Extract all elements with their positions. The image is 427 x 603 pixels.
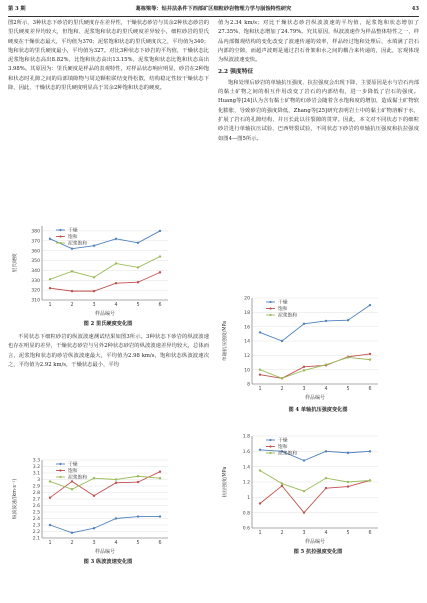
- y-tick-label: 2.4: [32, 517, 40, 523]
- data-point: [347, 452, 349, 454]
- y-tick-label: 3.1: [32, 471, 40, 477]
- series-line: [260, 354, 370, 378]
- x-tick-label: 4: [114, 541, 118, 546]
- y-tick-label: 320: [31, 288, 40, 294]
- y-tick-label: 360: [31, 249, 40, 255]
- y-tick-label: 1.8: [242, 434, 250, 440]
- data-point: [325, 477, 327, 479]
- data-point: [325, 363, 327, 365]
- y-tick-label: 3.3: [32, 458, 40, 464]
- data-point: [259, 469, 261, 471]
- data-point: [71, 488, 73, 490]
- y-tick-label: 2.9: [32, 484, 40, 490]
- issue-number: 第 3 期: [8, 6, 26, 12]
- x-tick-label: 5: [346, 387, 350, 392]
- data-point: [369, 304, 371, 306]
- y-tick-label: 0.8: [242, 511, 250, 517]
- data-point: [159, 477, 161, 479]
- figure-5-chart: [218, 428, 418, 546]
- y-tick-label: 0.6: [242, 526, 250, 532]
- legend-label: 饱和: [68, 235, 78, 241]
- paragraph: 值为2.34 km/s；对比干燥状态砂岩纵波波速的平均值，泥浆饱和状态增加了27.35%，饱和状态增加了24.79%。究其原因，纵波波速作为样品整体特性之一，样品内部微观结构的变化改变了波速传递的效率，样品经过饱和处理后，水填满了岩石内部的空隙，而超声波则是通过岩石骨架和水之间的耦合来传递的，因此，宏观体现为纵波波速变快。: [218, 20, 419, 64]
- data-point: [281, 485, 283, 487]
- data-point: [159, 515, 161, 517]
- legend-marker: [269, 452, 271, 454]
- data-point: [303, 369, 305, 371]
- figure-3-caption: 图 3 纵波波速变化图: [83, 559, 133, 565]
- data-point: [115, 517, 117, 519]
- data-point: [303, 323, 305, 325]
- data-point: [259, 368, 261, 370]
- y-tick-label: 1.2: [242, 480, 250, 486]
- data-point: [71, 532, 73, 534]
- data-point: [93, 495, 95, 497]
- header-rule: [8, 16, 419, 17]
- data-point: [115, 282, 117, 284]
- legend-label: 干燥: [278, 438, 288, 444]
- series-line: [260, 480, 370, 512]
- paragraph: 饱和处理后砂岩的单轴抗压强度、抗拉强度会出现下降，主要原因是水与岩石内部的黏土矿物之间的相互作用改变了岩石的内部结构，进一步降低了岩石的强度。Huang等[24]认为含有黏土矿物的红砂岩会随着含水饱和度的增加，造成黏土矿物软化膨胀，导致砂岩的强度降低，Zhang等[25]研究表明岩土中的黏土矿物溶解于水，扩展了岩石的孔隙结构，并且长此以往裂隙的贯穿。因此，本文对不同状态下的细粒砂岩进行单轴抗压试验、巴西劈裂试验，不同状态下砂岩的单轴抗压强度和抗拉强度如图4—图5所示。: [218, 79, 419, 142]
- data-point: [49, 278, 51, 280]
- data-point: [115, 478, 117, 480]
- y-tick-label: 2.3: [32, 523, 40, 529]
- data-point: [115, 238, 117, 240]
- data-point: [347, 485, 349, 487]
- legend-marker: [269, 445, 271, 447]
- y-tick-label: 10: [244, 368, 250, 374]
- legend-label: 干燥: [68, 462, 78, 468]
- data-point: [159, 255, 161, 257]
- legend-label: 饱和: [278, 307, 288, 313]
- data-point: [259, 502, 261, 504]
- y-tick-label: 1.4: [242, 465, 250, 471]
- legend-marker: [59, 463, 61, 465]
- data-point: [303, 459, 305, 461]
- paragraph: 图2所示，3种状态下砂岩的里氏硬度存在差异性，干燥状态砂岩与其余2种状态砂岩的里氏硬度差异均较大，但饱和、泥浆饱和状态的里氏硬度差异较小，细粒砂岩的里氏硬度在干燥状态最大，平均值为370；泥浆饱和状态的里氏硬度次之，平均值为340；饱和状态的里氏硬度最小，平均值为327。对比3种状态下砂岩的平均值，干燥状态比泥浆饱和状态高出8.82%，比饱和状态高出13.15%，泥浆饱和状态比饱和状态高出3.98%。其原因为：里氏硬度是样品的表观特性，对样品状态响应明显，砂岩在2种饱和状态时孔隙之间的局部填隙物与周边颗粒联结变得松散，结构稳定性较干燥状态下降，因此，干燥状态的里氏硬度明显高于其余2种饱和状态的硬度。: [8, 20, 209, 92]
- y-tick-label: 1.6: [242, 449, 250, 455]
- data-point: [281, 377, 283, 379]
- figure-5-caption: 图 5 抗拉强度变化图: [293, 549, 343, 555]
- data-point: [93, 527, 95, 529]
- y-tick-label: 380: [31, 229, 40, 235]
- data-point: [93, 290, 95, 292]
- legend-label: 干燥: [278, 300, 288, 306]
- data-point: [49, 287, 51, 289]
- data-point: [71, 270, 73, 272]
- data-point: [93, 276, 95, 278]
- y-axis-label: 单轴抗压强度/MPa: [223, 320, 228, 362]
- legend-marker: [59, 229, 61, 231]
- legend-marker: [59, 242, 61, 244]
- series-line: [50, 257, 160, 280]
- y-tick-label: 2.1: [32, 536, 40, 542]
- data-point: [71, 247, 73, 249]
- x-tick-label: 3: [302, 531, 306, 536]
- legend-label: 泥浆饱和: [278, 451, 298, 457]
- y-tick-label: 2.7: [32, 497, 40, 503]
- x-tick-label: 6: [368, 387, 372, 392]
- y-tick-label: 18: [244, 310, 250, 316]
- legend-marker: [269, 439, 271, 441]
- y-tick-label: 2.6: [32, 504, 40, 510]
- data-point: [369, 358, 371, 360]
- legend-marker: [59, 469, 61, 471]
- x-tick-label: 5: [346, 531, 350, 536]
- x-tick-label: 4: [324, 387, 328, 392]
- data-point: [369, 479, 371, 481]
- series-line: [50, 231, 160, 249]
- legend-marker: [269, 301, 271, 303]
- section-heading: 2.2 强度特征: [218, 69, 254, 76]
- data-point: [303, 511, 305, 513]
- x-tick-label: 1: [258, 531, 262, 536]
- y-tick-label: 20: [244, 296, 250, 302]
- x-tick-label: 1: [48, 303, 52, 308]
- legend-label: 泥浆饱和: [278, 313, 298, 319]
- y-tick-label: 3: [37, 478, 40, 484]
- data-point: [281, 482, 283, 484]
- data-point: [115, 482, 117, 484]
- x-tick-label: 4: [114, 303, 118, 308]
- x-tick-label: 4: [324, 531, 328, 536]
- x-axis-label: 样品编号: [94, 311, 116, 317]
- data-point: [137, 242, 139, 244]
- x-tick-label: 5: [136, 303, 140, 308]
- x-tick-label: 1: [48, 541, 52, 546]
- data-point: [303, 366, 305, 368]
- legend-label: 干燥: [68, 228, 78, 234]
- data-point: [369, 450, 371, 452]
- y-tick-label: 310: [31, 298, 40, 304]
- series-line: [50, 472, 160, 498]
- data-point: [137, 481, 139, 483]
- legend-label: 泥浆饱和: [68, 475, 88, 481]
- data-point: [49, 480, 51, 482]
- y-tick-label: 2.8: [32, 491, 40, 497]
- legend-marker: [59, 235, 61, 237]
- x-axis-label: 样品编号: [304, 395, 326, 401]
- left-column-top: [8, 19, 209, 93]
- y-axis-label: 里氏硬度: [13, 253, 18, 273]
- x-tick-label: 3: [302, 387, 306, 392]
- data-point: [137, 266, 139, 268]
- series-line: [260, 305, 370, 341]
- legend-label: 泥浆饱和: [68, 241, 88, 247]
- series-line: [260, 471, 370, 492]
- paragraph: 不同状态下细粒砂岩的纵波波速测试结果如图3所示。3种状态下砂岩的纵波波速也存在明显的差异，干燥状态砂岩与另外2种状态砂岩的纵波波速差异均较大，总体而言，泥浆饱和状态的砂岩纵波波速最大，平均值为2.98 km/s，饱和状态纵波波速次之，平均值为2.92 km/s，干燥状态最小，平均: [8, 334, 209, 368]
- x-tick-label: 2: [280, 387, 284, 392]
- series-line: [50, 517, 160, 533]
- data-point: [115, 262, 117, 264]
- x-tick-label: 6: [158, 303, 162, 308]
- data-point: [137, 515, 139, 517]
- x-tick-label: 2: [70, 541, 74, 546]
- legend-marker: [59, 476, 61, 478]
- figure-3-chart: [8, 452, 208, 556]
- x-tick-label: 6: [158, 541, 162, 546]
- data-point: [71, 290, 73, 292]
- x-tick-label: 2: [70, 303, 74, 308]
- running-header: [8, 4, 419, 14]
- y-tick-label: 3.2: [32, 465, 40, 471]
- y-axis-label: 纵波波速/(km·s⁻¹): [13, 478, 18, 520]
- data-point: [325, 320, 327, 322]
- figure-2-caption: 图 2 里氏硬度变化图: [83, 321, 133, 327]
- figure-4-caption: 图 4 单轴抗压强度变化图: [288, 407, 348, 413]
- data-point: [303, 490, 305, 492]
- x-tick-label: 3: [92, 541, 96, 546]
- figure-2-chart: [8, 218, 208, 318]
- data-point: [49, 524, 51, 526]
- legend-label: 饱和: [278, 445, 288, 451]
- y-tick-label: 350: [31, 259, 40, 265]
- x-axis-label: 样品编号: [94, 549, 116, 555]
- data-point: [259, 331, 261, 333]
- data-point: [259, 449, 261, 451]
- data-point: [347, 319, 349, 321]
- data-point: [159, 471, 161, 473]
- data-point: [325, 487, 327, 489]
- y-tick-label: 14: [244, 339, 250, 345]
- series-line: [50, 476, 160, 489]
- data-point: [281, 340, 283, 342]
- y-axis-label: 抗拉强度/MPa: [223, 466, 228, 498]
- x-tick-label: 1: [258, 387, 262, 392]
- data-point: [137, 281, 139, 283]
- data-point: [49, 238, 51, 240]
- data-point: [159, 230, 161, 232]
- series-line: [260, 357, 370, 378]
- data-point: [369, 353, 371, 355]
- figure-4-chart: [218, 290, 418, 402]
- y-tick-label: 330: [31, 278, 40, 284]
- y-tick-label: 2.5: [32, 510, 40, 516]
- running-title: 葛栋梁等：钻井法条件下西部矿区细粒砂岩物理力学与崩蚀特性研究: [135, 6, 292, 12]
- left-column-bottom: [8, 333, 209, 370]
- legend-label: 饱和: [68, 469, 78, 475]
- data-point: [93, 477, 95, 479]
- data-point: [159, 271, 161, 273]
- x-tick-label: 5: [136, 541, 140, 546]
- y-tick-label: 2.2: [32, 530, 40, 536]
- data-point: [49, 497, 51, 499]
- x-tick-label: 3: [92, 303, 96, 308]
- y-tick-label: 340: [31, 269, 40, 274]
- data-point: [347, 481, 349, 483]
- right-column-top: [218, 19, 419, 144]
- data-point: [259, 373, 261, 375]
- data-point: [137, 475, 139, 477]
- legend-marker: [269, 307, 271, 309]
- page-number: 43: [411, 6, 419, 12]
- x-axis-label: 样品编号: [304, 539, 326, 545]
- y-tick-label: 12: [244, 353, 250, 359]
- data-point: [325, 450, 327, 452]
- x-tick-label: 6: [368, 531, 372, 536]
- y-tick-label: 8: [247, 382, 250, 388]
- series-line: [50, 272, 160, 291]
- x-tick-label: 2: [280, 531, 284, 536]
- y-tick-label: 370: [31, 239, 40, 245]
- y-tick-label: 16: [244, 325, 250, 331]
- data-point: [93, 245, 95, 247]
- data-point: [347, 356, 349, 358]
- y-tick-label: 1: [247, 495, 250, 501]
- legend-marker: [269, 314, 271, 316]
